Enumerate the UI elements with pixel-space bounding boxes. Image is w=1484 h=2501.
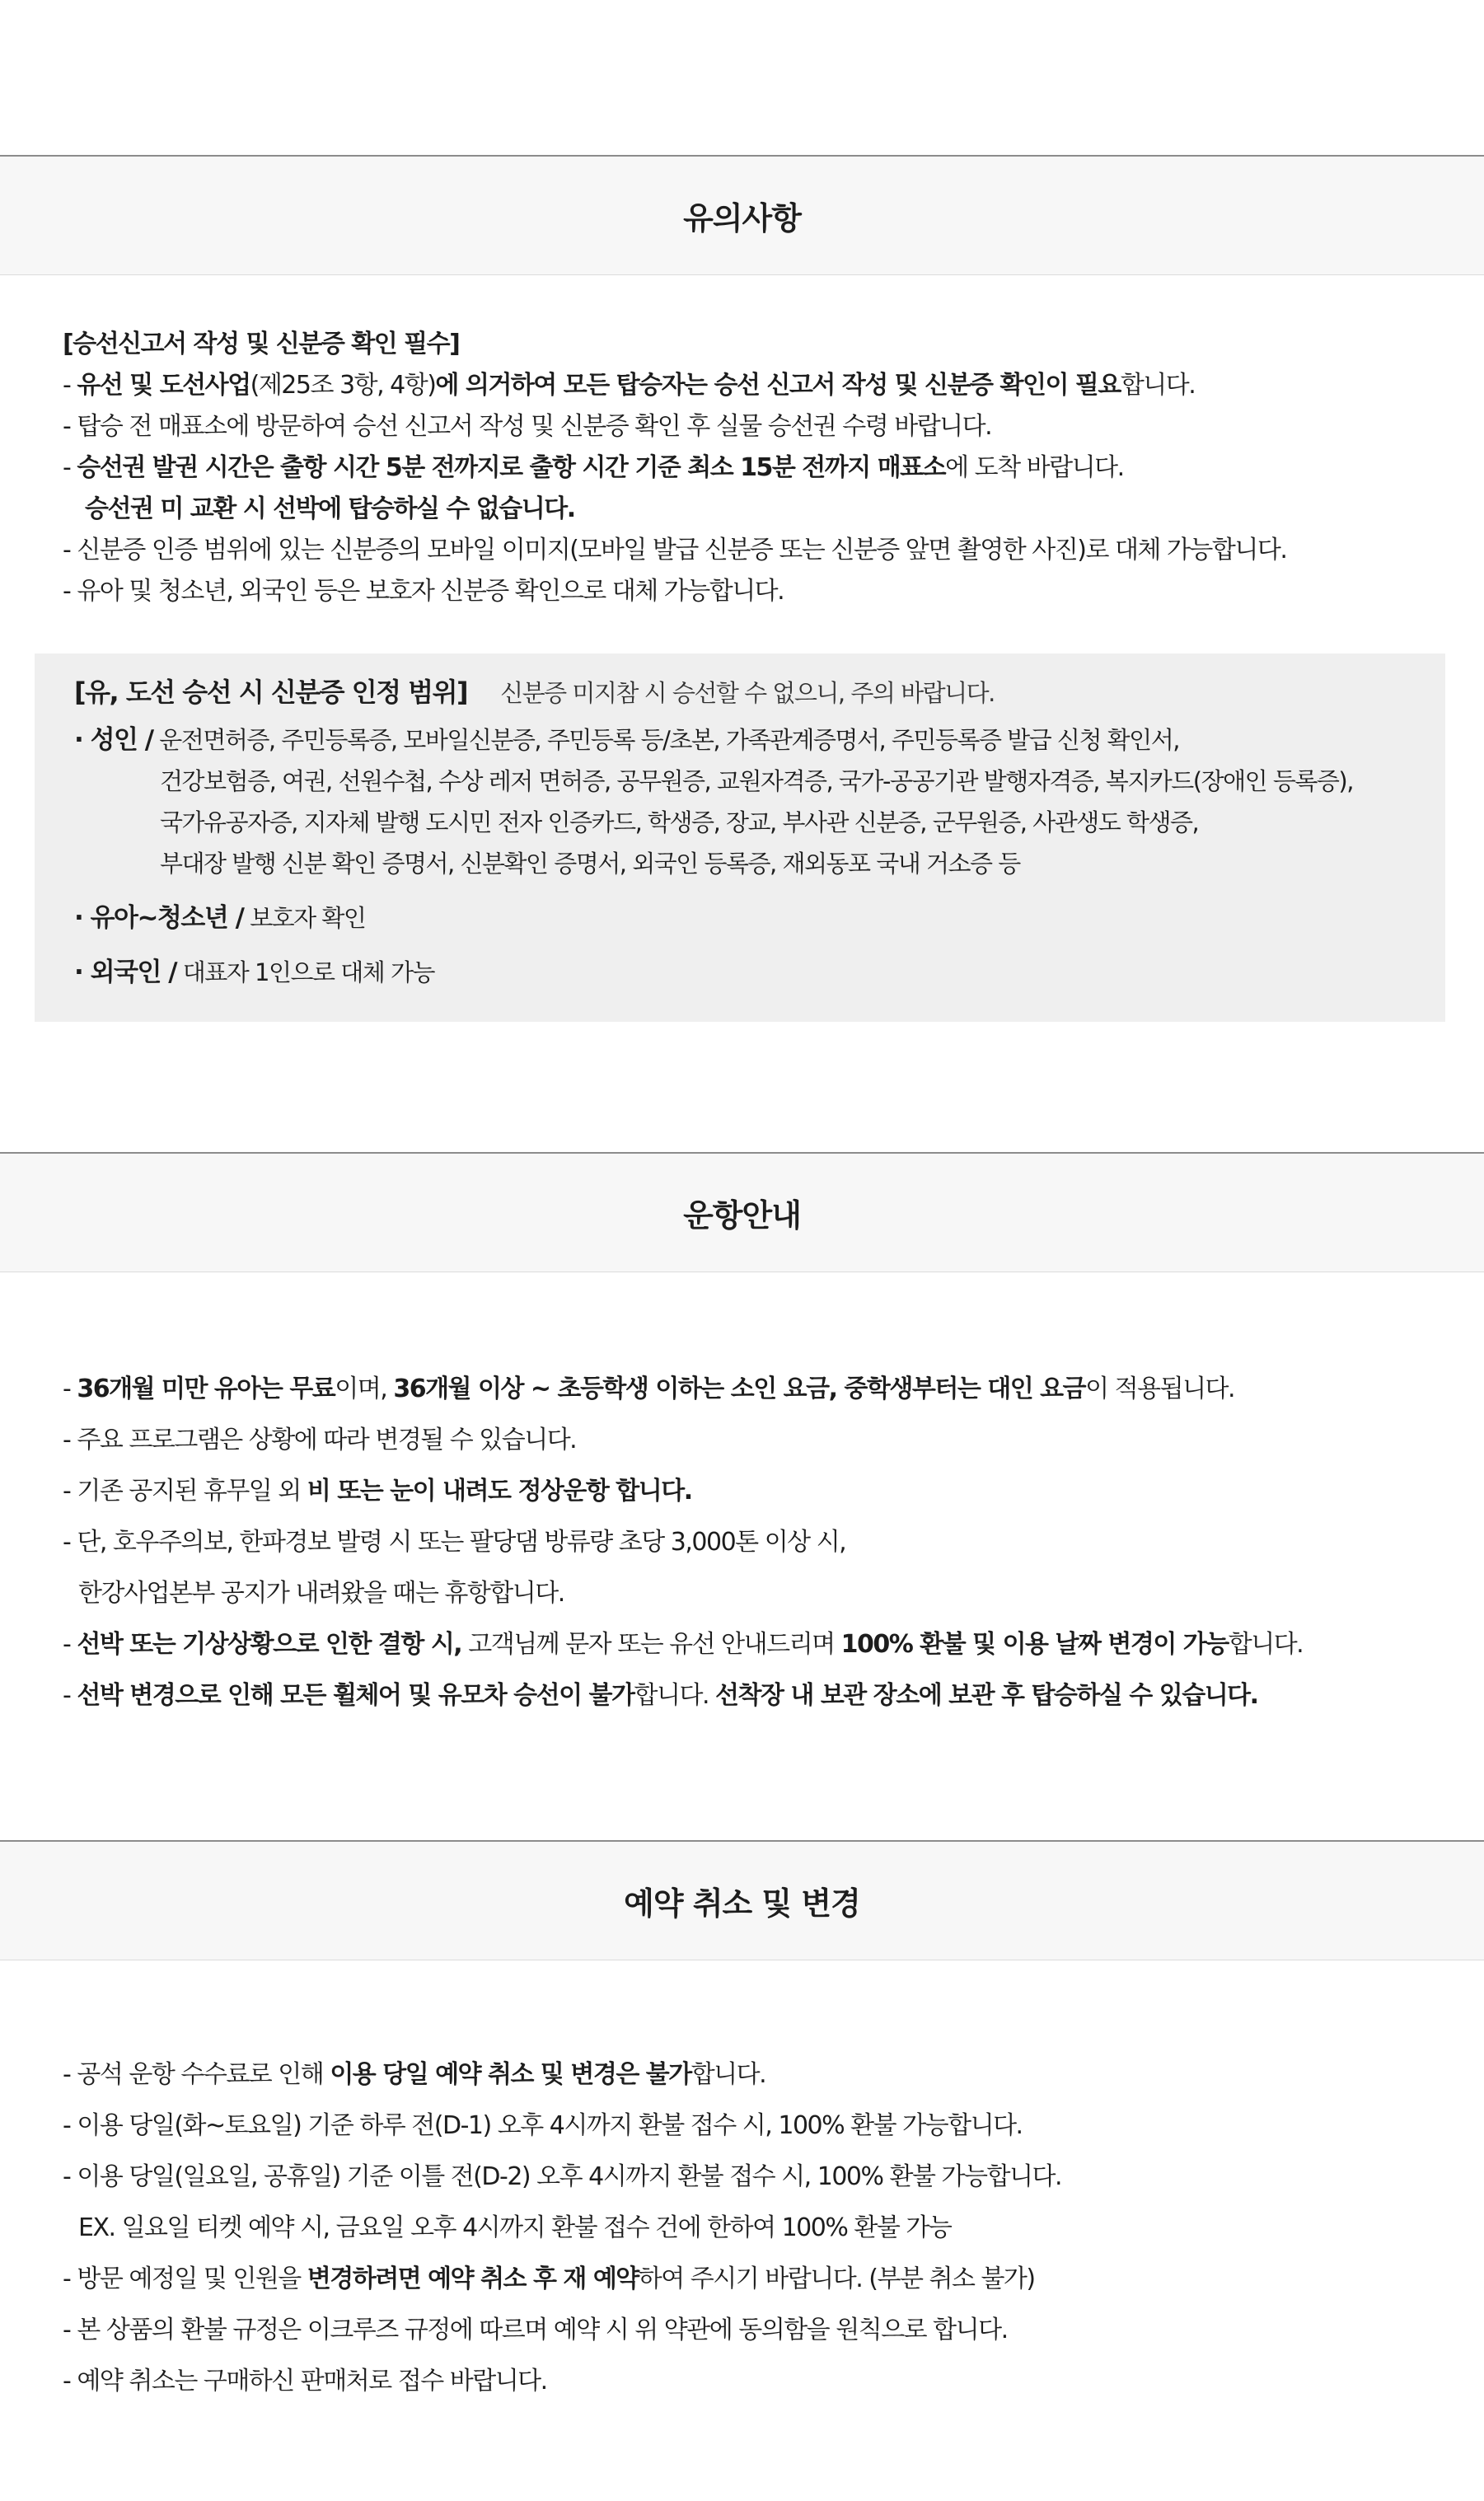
id-range-note: 신분증 미지참 시 승선할 수 없으니, 주의 바랍니다. [500,679,995,707]
text-run: - 본 상품의 환불 규정은 이크루즈 규정에 따르며 예약 시 위 약관에 동의함을 원칙으로 합니다. [63,2316,1008,2344]
cancel-line [63,2356,1463,2407]
adult-line: 부대장 발행 신분 확인 증명서, 신분확인 증명서, 외국인 등록증, 재외동포 국내 거소증 등 [160,850,1020,878]
text-run: - 탑승 전 매표소에 방문하여 승선 신고서 작성 및 신분증 확인 후 실물 승선권 수령 바랍니다. [63,412,992,441]
text-run: 유선 및 도선사업 [77,371,250,400]
notice-line [63,571,1463,612]
text-run: 이며, [335,1375,394,1403]
operation-line [63,1619,1463,1670]
youth-head: · 유아~청소년 / [74,903,244,933]
text-run: 합니다. [1120,371,1196,400]
notice-line [63,324,1463,365]
text-run: 한강사업본부 공지가 내려왔을 때는 휴항합니다. [78,1579,564,1608]
text-run: 승선권 발권 시간은 출항 시간 5분 전까지로 출항 시간 기준 최소 15분 전까지 매표소 [77,453,946,482]
text-run: 100% 환불 및 이용 날짜 변경이 가능 [840,1630,1229,1659]
text-run: - [63,453,77,482]
cancel-line [63,2101,1463,2152]
operation-header [0,1152,1484,1272]
text-run: - 주요 프로그램은 상황에 따라 변경될 수 있습니다. [63,1426,577,1454]
adult-line: 운전면허증, 주민등록증, 모바일신분증, 주민등록 등/초본, 가족관계증명서, 주민등록증 발급 신청 확인서, [159,726,1179,754]
text-run: - 이용 당일(일요일, 공휴일) 기준 이틀 전(D-2) 오후 4시까지 환불 접수 시, 100% 환불 가능합니다. [63,2162,1061,2191]
adult-head: · 성인 / [74,725,153,755]
text-run: - 기존 공지된 휴무일 외 [63,1477,307,1506]
text-run: - [63,1630,77,1659]
text-run: - 유아 및 청소년, 외국인 등은 보호자 신분증 확인으로 대체 가능합니다. [63,577,784,606]
text-run: EX. 일요일 티켓 예약 시, 금요일 오후 4시까지 환불 접수 건에 한하여 100% 환불 가능 [78,2213,952,2242]
text-run: - 단, 호우주의보, 한파경보 발령 시 또는 팔당댐 방류량 초당 3,000톤 이상 시, [63,1528,846,1557]
text-run: 이용 당일 예약 취소 및 변경은 불가 [330,2060,691,2089]
text-run: - [63,1375,77,1403]
notice-header [0,155,1484,275]
cancel-list [63,2049,1463,2407]
cancel-line [63,2049,1463,2101]
cancel-line [63,2305,1463,2356]
text-run: - 방문 예정일 및 인원을 [63,2264,307,2293]
cancel-line [63,2254,1463,2305]
operation-line [63,1517,1463,1568]
adult-line: 국가유공자증, 지자체 발행 도시민 전자 인증카드, 학생증, 장교, 부사관 신분증, 군무원증, 사관생도 학생증, [160,808,1199,836]
text-run: 선박 변경으로 인해 모든 휠체어 및 유모차 승선이 불가 [77,1681,634,1710]
text-run: - [63,1681,77,1710]
operation-list [63,1364,1463,1721]
notice-line [63,365,1463,406]
text-run: 고객님께 문자 또는 유선 안내드리며 [461,1630,841,1659]
cancel-title: 예약 취소 및 변경 [624,1885,860,1922]
text-run: 합니다. [1228,1630,1304,1659]
operation-line [63,1466,1463,1517]
notice-list [63,324,1463,612]
text-run: 선착장 내 보관 장소에 보관 후 탑승하실 수 있습니다. [715,1681,1258,1710]
cancel-header [0,1840,1484,1960]
text-run: - 이용 당일(화~토요일) 기준 하루 전(D-1) 오후 4시까지 환불 접수 시, 100% 환불 가능합니다. [63,2111,1023,2140]
notice-title: 유의사항 [683,200,801,237]
text-run: (제25조 3항, 4항) [250,371,436,400]
foreign-head: · 외국인 / [74,958,177,987]
adult-item [74,719,1445,761]
text-run: 합니다. [634,1681,716,1710]
text-run: - [63,371,77,400]
youth-text: 보호자 확인 [250,904,366,932]
text-run: 선박 또는 기상상황으로 인한 결항 시, [77,1630,462,1659]
operation-line [63,1364,1463,1415]
notice-line [63,489,1463,530]
youth-item [74,897,1445,939]
foreign-text: 대표자 1인으로 대체 가능 [182,958,434,986]
notice-line [63,406,1463,447]
notice-line [63,530,1463,571]
text-run: 에 도착 바랍니다. [945,453,1124,482]
text-run: - 공석 운항 수수료로 인해 [63,2060,330,2089]
text-run: 36개월 이상 ~ 초등학생 이하는 소인 요금, 중학생부터는 대인 요금 [393,1375,1086,1403]
id-range-box [35,653,1445,1022]
text-run: 변경하려면 예약 취소 후 재 예약 [307,2264,639,2293]
text-run: - 예약 취소는 구매하신 판매처로 접수 바랍니다. [63,2367,547,2396]
text-run: 합니다. [691,2060,766,2089]
text-run: 비 또는 눈이 내려도 정상운항 합니다. [307,1477,692,1506]
operation-line [63,1568,1463,1619]
text-run: [승선신고서 작성 및 신분증 확인 필수] [63,330,460,358]
text-run: 에 의거하여 모든 탑승자는 승선 신고서 작성 및 신분증 확인이 필요 [435,371,1121,400]
text-run: 36개월 미만 유아는 무료 [77,1375,335,1403]
operation-line [63,1415,1463,1466]
cancel-line [63,2152,1463,2203]
id-range-title: [유, 도선 승선 시 신분증 인정 범위] [74,677,468,708]
notice-line [63,447,1463,489]
text-run: - 신분증 인증 범위에 있는 신분증의 모바일 이미지(모바일 발급 신분증 또는 신분증 앞면 촬영한 사진)로 대체 가능합니다. [63,536,1287,564]
text-run: 승선권 미 교환 시 선박에 탑승하실 수 없습니다. [85,494,575,523]
text-run: 이 적용됩니다. [1085,1375,1235,1403]
operation-title: 운항안내 [683,1197,801,1234]
text-run: 하여 주시기 바랍니다. (부분 취소 불가) [638,2264,1035,2293]
foreign-item [74,952,1445,993]
adult-line: 건강보험증, 여권, 선원수첩, 수상 레저 면허증, 공무원증, 교원자격증, 국가-공공기관 발행자격증, 복지카드(장애인 등록증), [160,767,1353,795]
operation-line [63,1670,1463,1721]
cancel-line [63,2203,1463,2254]
